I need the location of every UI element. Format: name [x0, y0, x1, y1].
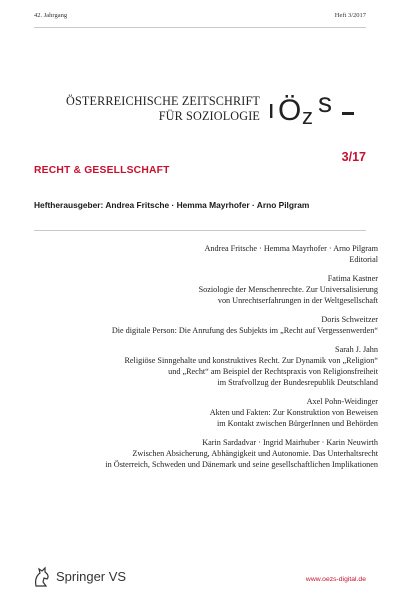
toc-authors: Fatima Kastner — [327, 274, 378, 284]
toc-title-line: Editorial — [349, 254, 378, 264]
toc-entry — [20, 397, 378, 429]
toc-title-line: Die digitale Person: Die Anrufung des Subjekts im „Recht auf Vergessenwerden“ — [111, 325, 378, 335]
toc-title-line: Soziologie der Menschenrechte. Zur Universalisierung — [198, 284, 378, 294]
toc-authors: Karin Sardadvar · Ingrid Mairhuber · Karin Neuwirth — [202, 438, 378, 448]
toc-title-line: im Kontakt zwischen BürgerInnen und Behörden — [216, 418, 378, 428]
svg-text:z: z — [302, 104, 313, 126]
top-meta — [34, 12, 366, 24]
toc-entry — [20, 345, 378, 388]
top-divider — [34, 27, 366, 28]
svg-text:s: s — [318, 87, 332, 118]
toc-entry — [20, 315, 378, 337]
toc-divider — [34, 230, 366, 231]
toc-title-line: und „Recht“ am Beispiel der Rechtspraxis von Religionsfreiheit — [168, 366, 378, 376]
issue-editors: Heftherausgeber: Andrea Fritsche · Hemma Mayrhofer · Arno Pilgram — [34, 200, 310, 210]
journal-title-line-2: FÜR SOZIOLOGIE — [158, 109, 260, 123]
table-of-contents — [20, 244, 378, 479]
toc-entry — [20, 244, 378, 266]
section-label: RECHT & GESELLSCHAFT — [34, 165, 170, 176]
toc-authors: Doris Schweitzer — [321, 315, 378, 325]
issue-label: Heft 3/2017 — [334, 12, 366, 19]
issue-number: 3/17 — [341, 150, 366, 164]
toc-entry — [20, 274, 378, 306]
toc-title-line: von Unrechtserfahrungen in der Weltgesellschaft — [217, 295, 378, 305]
publisher-name: Springer VS — [56, 569, 127, 584]
toc-title-line: Religiöse Sinngehalte und konstruktives Recht. Zur Dynamik von „Religion“ — [124, 356, 378, 366]
oezs-logo — [268, 80, 378, 126]
toc-authors: Sarah J. Jahn — [335, 345, 378, 355]
toc-entry — [20, 438, 378, 470]
toc-title-line: Zwischen Absicherung, Abhängigkeit und Autonomie. Das Unterhaltsrecht — [132, 448, 378, 458]
toc-authors: Andrea Fritsche · Hemma Mayrhofer · Arno Pilgram — [204, 244, 378, 253]
publisher-logo — [32, 566, 152, 588]
journal-url-link[interactable]: www.oezs-digital.de — [305, 576, 366, 583]
journal-title — [40, 94, 260, 124]
toc-authors: Axel Pohn-Weidinger — [306, 397, 378, 407]
springer-horse-icon — [32, 566, 52, 588]
journal-title-line-1: ÖSTERREICHISCHE ZEITSCHRIFT — [66, 94, 260, 108]
toc-title-line: im Strafvollzug der Bundesrepublik Deutschland — [217, 377, 378, 387]
toc-title-line: in Österreich, Schweden und Dänemark und seine gesellschaftlichen Implikationen — [105, 459, 378, 469]
svg-text:Ö: Ö — [278, 94, 302, 126]
volume-label: 42. Jahrgang — [34, 12, 68, 19]
toc-title-line: Akten und Fakten: Zur Konstruktion von Beweisen — [209, 407, 378, 417]
